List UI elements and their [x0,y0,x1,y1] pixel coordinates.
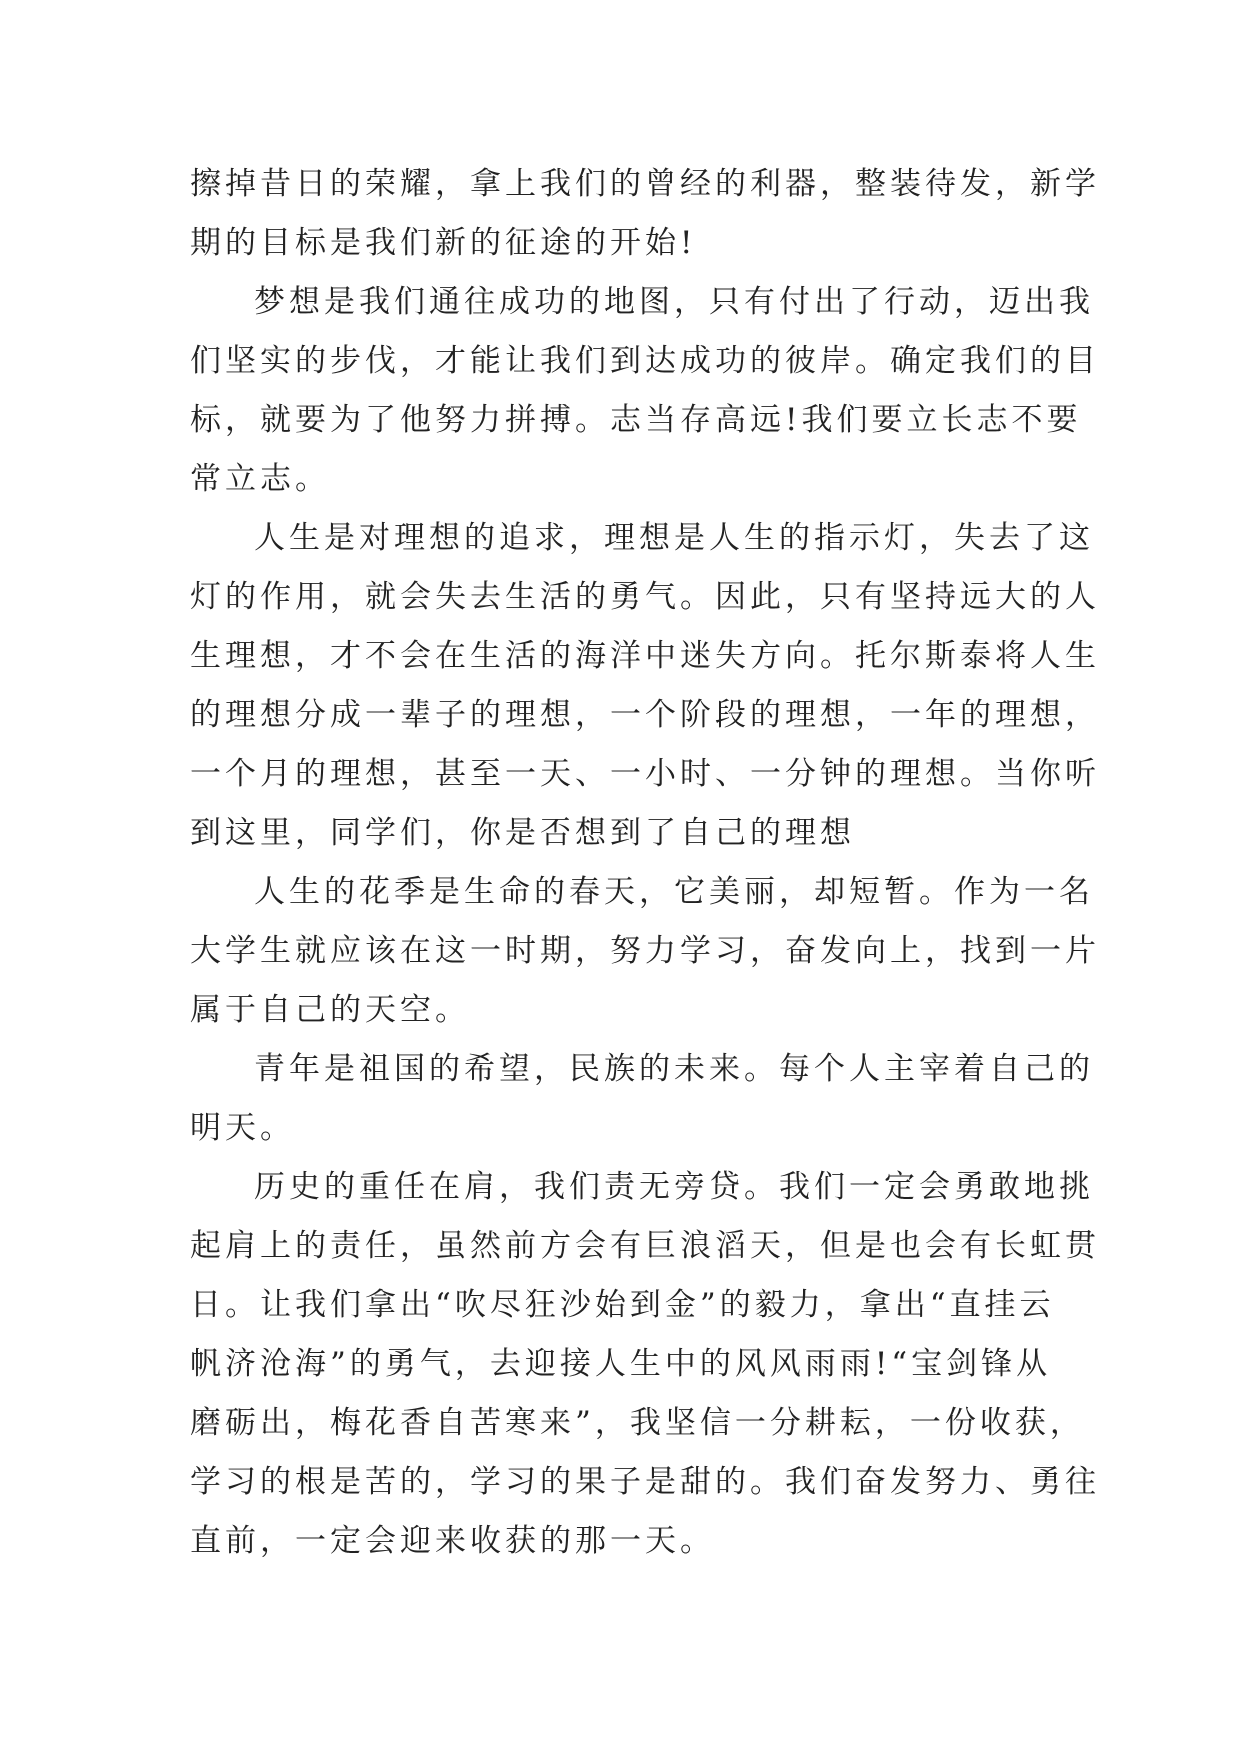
paragraph [190,1040,1094,1158]
paragraph [190,1158,1100,1571]
text-line: 们坚实的步伐，才能让我们到达成功的彼岸。确定我们的目 [190,343,1100,379]
text-line: 历史的重任在肩，我们责无旁贷。我们一定会勇敢地挑 [254,1169,1094,1205]
text-line: 擦掉昔日的荣耀，拿上我们的曾经的利器，整装待发，新学 [190,166,1100,202]
text-line: 学习的根是苦的，学习的果子是甜的。我们奋发努力、勇往 [190,1464,1100,1500]
text-line: 人生是对理想的追求，理想是人生的指示灯，失去了这 [254,520,1094,556]
text-line: 青年是祖国的希望，民族的未来。每个人主宰着自己的 [254,1051,1094,1087]
text-line: 属于自己的天空。 [190,992,470,1028]
paragraph [190,863,1100,1040]
text-line: 明天。 [190,1110,295,1146]
text-line: 常立志。 [190,461,330,497]
text-line: 直前，一定会迎来收获的那一天。 [190,1523,715,1559]
text-line: 灯的作用，就会失去生活的勇气。因此，只有坚持远大的人 [190,579,1100,615]
text-line: 磨砺出，梅花香自苦寒来”，我坚信一分耕耘，一份收获， [190,1405,1085,1441]
text-line: 帆济沧海”的勇气，去迎接人生中的风风雨雨!“宝剑锋从 [190,1346,1052,1382]
text-line: 的理想分成一辈子的理想，一个阶段的理想，一年的理想， [190,697,1100,733]
text-line: 大学生就应该在这一时期，努力学习，奋发向上，找到一片 [190,933,1100,969]
text-line: 起肩上的责任，虽然前方会有巨浪滔天，但是也会有长虹贯 [190,1228,1100,1264]
text-line: 梦想是我们通往成功的地图，只有付出了行动，迈出我 [254,284,1094,320]
paragraph [190,509,1100,863]
text-line: 生理想，才不会在生活的海洋中迷失方向。托尔斯泰将人生 [190,638,1100,674]
paragraph [190,155,1100,273]
paragraph [190,273,1100,509]
text-line: 人生的花季是生命的春天，它美丽，却短暂。作为一名 [254,874,1094,910]
text-line: 期的目标是我们新的征途的开始! [190,225,697,261]
text-line: 标，就要为了他努力拼搏。志当存高远!我们要立长志不要 [190,402,1082,438]
document-body [190,155,1100,1571]
text-line: 一个月的理想，甚至一天、一小时、一分钟的理想。当你听 [190,756,1100,792]
text-line: 到这里，同学们，你是否想到了自己的理想 [190,815,855,851]
text-line: 日。让我们拿出“吹尽狂沙始到金”的毅力，拿出“直挂云 [190,1287,1055,1323]
